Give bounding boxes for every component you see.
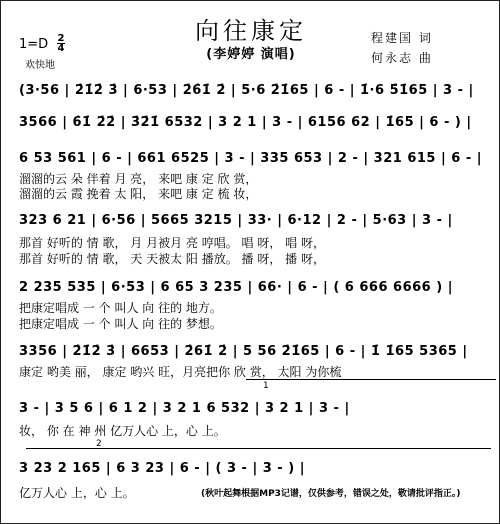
meter-bottom: 4 <box>57 43 65 54</box>
score-line-6: 3356 | 2̇1̇2̇ 3̇ | 6653 | 2̇61̇ 2̇ | 5 56 2̇1̇65 | 6 - | 1̇ 1̇65 5365 | <box>19 344 468 359</box>
key-signature: 1=D <box>19 37 49 52</box>
lyric-line-6: 康定 哟美 丽， 康定 哟兴 旺，月亮把你 欣 赏， 太阳 为你梳 <box>19 365 342 379</box>
volta-1-label: 1 <box>263 381 269 391</box>
volta-2-label: 2 <box>96 439 102 449</box>
score-line-4: 323 6 21 | 6·56 | 5665 3215 | 33· | 6·12 | 2 - | 5·63 | 3 - | <box>19 213 453 228</box>
score-line-8: 3 23 2 165 | 6 3 23 | 6 - | ( 3 - | 3 - ) | <box>19 461 305 476</box>
lyricist-credit: 程建国 词 <box>371 31 433 45</box>
lyric-line-8: 亿万人心 上，心 上。 <box>19 486 135 500</box>
lyric-line-4a: 那首 好听的 情 歌， 月 月被月 亮 哼唱。 唱 呀， 唱 呀， <box>19 236 325 250</box>
volta-1-bracket <box>246 379 496 380</box>
score-line-3: 6 53 561 | 6 - | 661 6525 | 3 - | 335 653 | 2 - | 321 615 | 6 - | <box>19 151 483 166</box>
singer-credit: (李婷婷 演唱) <box>206 47 296 62</box>
tempo-marking: 欢快地 <box>25 60 55 71</box>
score-line-1: (3·56 | 2̇1̇2̇ 3̇ | 6·53 | 2̇6̇1̇ 2̇ | 5·6 2̇1̇65 | 6 - | 1̇·6 5̇1̇65 | 3 - | <box>19 83 474 98</box>
song-title: 向往康定 <box>195 17 307 45</box>
lyric-line-5a: 把康定唱成 一 个 叫人 向 往的 地方。 <box>19 301 222 315</box>
lyric-line-3a: 溜溜的云 朵 伴着 月 亮， 来吧 康 定 欣 赏， <box>19 172 258 186</box>
lyric-line-5b: 把康定唱成 一 个 叫人 向 往的 梦想。 <box>19 317 222 331</box>
lyric-line-7: 妆， 你 在 神 州 亿万人心 上，心 上。 <box>19 424 226 438</box>
score-line-7: 3 - | 3 5 6 | 6 1 2 | 3 2 1 6 532 | 3 2 1 | 3 - | <box>19 401 350 416</box>
lyric-line-4b: 那首 好听的 情 歌， 天 天被太 阳 播放。 播 呀， 播 呀， <box>19 252 325 266</box>
meter-top: 2 <box>57 33 65 44</box>
time-signature <box>57 34 65 53</box>
score-line-5: 2 235 535 | 6·53 | 6 65 3 235 | 66· | 6 - | ( 6 666 6666 ) | <box>19 280 453 295</box>
lyric-line-3b: 溜溜的云 霞 挽着 太 阳， 来吧 康 定 梳 妆， <box>19 187 258 201</box>
transcription-note: (秋叶起舞根据MP3记谱，仅供参考，错误之处，敬请批评指正。) <box>201 489 461 499</box>
composer-credit: 何永志 曲 <box>371 51 433 65</box>
score-line-2: 3566 | 6̇1̇ 2̇2̇ | 3̇2̇1̇ 6532 | 3 2 1 | 3 - | 6156 62 | 1̇65 | 6 - ) | <box>19 115 472 130</box>
